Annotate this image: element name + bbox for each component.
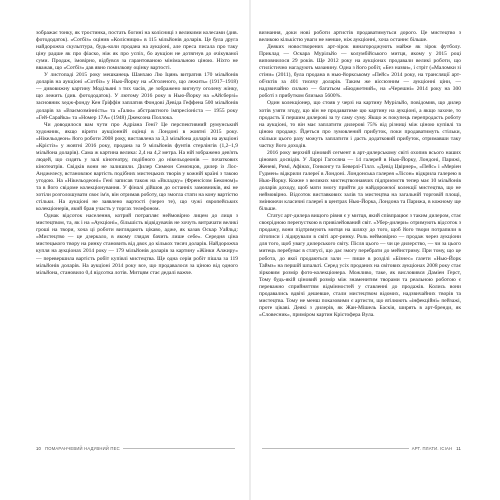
paragraph: 2016 року верхній ціновий сегмент в арт-дилерському світі охопив всього наших цінових досвідів. У Ларрі Гагосяна — 14 галерей в Нью-Йорку, Лондоні, Парижі, Женеві, Римі, Афінах, Гонконгу та Беверлі-Гіллз. «Девід Цвірнер», «Пейс» і «Меріен Гудмен» відкрили галереї в Лондоні. Лондонська галерея «Лісон» відкрила галерею в Нью-Йорку. Кожне з великих мистецтвознавчих підприємств тепер має 10 мільйонів доларів доходу, щоб мати змогу прийти до найдорожчої колекції мистецтва, що не неймовірно. Відсоток виставкових залів та мистецтва на загальній торговій площі, змінюючи класичні галереї в центрах Нью-Йорка, Лондона та Парижа, в кожному ще більше. (259, 149, 461, 213)
running-head: ПОМАРАНЧЕВИЙ НАДУВНИЙ ПЕС (45, 445, 120, 451)
running-head: АРТ. ПЛАТИ. ІСІАН (411, 445, 453, 451)
paragraph: Деяких новостворених арт-зірок винагороджують майже як зірок футболу. Приклад — Оскара Мурільйо — колумбійського митця, якому у 2015 році виповнилося 29 років. Ще 2012 року на аукціонах продавали великі роботи, що стилістично нагадують мазанину. Одна з його робіт, «Без назви», і стріт («Маломки зі стіни» (2011), була продана в нью-йоркському «Пейс» 2014 року, на трансляції арт-об'єктів за 401 тисячу доларів. Таким же віссюзним — аукціонні ціни, — надзвичайно сильно — багатьом «Бюджетний», на «Черешні» 2014 року на 300 роботі з прибутком близько 5600%. (259, 44, 461, 100)
right-page-footer (259, 444, 461, 452)
right-page (250, 0, 500, 500)
paragraph: Один колекціонер, що стояв у черзі на картину Мурільйо, повідомив, що дилер хотів узяти згоду, що він не продаватиме цю картину на аукціоні, а якщо захоче, то продасть її першим дилерові за ту саму суму. Якщо ж покупець перепродасть роботу на аукціоні, то він має заплатити дилерові 75% від різниці між ціною купівлі та ціною продажу. Йдеться про зумовлений прибуток, поки продаватимуть стільки, скільки цього разу можуть заплатити і дасть додатковий прибуток, отримавши таку частку його доходів. (259, 100, 461, 149)
footer-rule (123, 448, 235, 449)
page-number: 10 (36, 445, 42, 451)
paragraph: Однак відсоток населення, котрий потрапляє неймовірно лицем до лиця з мистецтвом, та, як і на «Аукціоні», більшість відвідувачів не хочуть витрачати великі гроші на твори, хоча ці роботи виглядають цікаво, адже, як казав Оскар Уайльд: «Мистецтво — це дзеркало, в якому глядач бачить лише себе». Середня ціна мистецького твору на ринку становить від двох до кількох тисяч доларів. Найдорожча купля на аукціонах 2014 року — 179 мільйонів доларів за картину «Жінки Алжиру» — перевершила вартість робіт купівлі мистецтва. Ще одна серія робіт пішла за 119 мільйонів доларів. На аукціоні 2014 року все, що продавалося за ціною від одного мільйона, становило 0,4 відсотка лотів. Митцям стає дедалі важче. (36, 213, 238, 276)
paragraph: визнання, доки нові роботи артистів продаватимуться дорого. Це мистецтво з великою кількістю уваги не менше, ніж аукціонні, хоча останнє більше. (259, 30, 461, 44)
page-number: 11 (456, 445, 461, 451)
paragraph: У листопаді 2015 року мешканець Шанхаю Лю Іцянь витратив 170 мільйонів доларів на аукціоні «Сотбіз» у Нью-Йорку на «Оголеного, що лежить» (1917–1918) — дивовижну картину Модільяні з тих часів, де зображено вигнуту оголену жінку, що лежить (див. фотододаток). У лютому 2016 року в Нью-Йорку на «Айсберзі» засновник хедж-фонду Кен Ґріффін заплатив Фондові Девіда Геффена 500 мільйонів доларів за «Взаємозмінність» та «Ґалю» абстрактного імпресіоніста — 1955 року «Гей-Сарайка» та «Номер 17А» (1948) Джексона Поллока. (36, 72, 238, 121)
left-page-footer (36, 444, 238, 452)
paragraph: Статус арт-дилера вищого рівня є у митця, який співпрацює з таким дилером, стає своєрідною перепусткою в привілейований світ. «Убер-дилери» отримують відсоток з продажу, вони підтримують митця на шляху до того, щоб його твори потрапили в літописи і лідирували в світі арт-ринку. Роль неймовірно — продаж через аукціони для того, щоб увагу дилерського світу. Після цього — чи це дилерство, — чи за цього митець перебуває в статусі, що дає змогу перебрати до мейнстриму. При тому, що це робота, до якої продаються зали — пише в розділі «Бізнес» газети «Нью-Йорк Таймз» на першій шпальті. Серед усіх проданих на світових аукціонах 2008 року стає зірковим розмір фото-колекціонера. Можливо, таке, як висловився Даміен Герст, Тому будь-якій ціновий розмір між знаменитим творами та реальною роботою є переважно сприйняттям відмінностей у ставленні до продажів. Колись вони продавались вдвічі дешевше, стали мистецтвом відомих, надзвичайних творів та мистецтва. Тому не менш показовими є артисти, що втілюють «інфекційні» пейзажі, проте цікаві. Деякі з дилерів, як Жан-Мішель Баскія, ширять в арт-бренди, як «Словесник», приміром картин Крістофера Вула. (259, 213, 461, 318)
left-page-body (36, 30, 238, 440)
paragraph: Чи доводилося вам чути про Адріана Гені? Це перспективний румунський художник, якщо вірити аукціонній оцінці в Лондоні в жовтні 2015 року. «Нікельодеон» його роботи 2008 року, виставлена за 3,3 мільйона доларів на аукціоні «Крістіз» у жовтні 2016 року, продана за 9 мільйонів фунтів стерлінгів (1,2–1,9 мільйона доларів). Сама ж картина велика: 2,4 на 4,2 метра. На ній зображено дев'ять людей, що сидять у залі кінотеатру, подібного до нікельодеонів — початкових кінотеатрів. Свідків вони не залишили. Дилер Симеон Семєнцов, дилер із Лос-Анджелесу, встановлює вартість подібних мистецьких творів у кожній країні з такою угодою. На «Нікельодеоні» Гені записав також на «Вкладку» (Френсісом Беконом)» та в його свідоме колекціонування. У фіналі дійшов до останніх замовників, які не хотіли розголошувати своє ім'я, він отримав роботу, що змогла стати на кону вартістю стільки. На аукціоні не заявлено вартості (через те), що чужі європейських колекціонерів, який брав участь у торгах телефоном. (36, 121, 238, 213)
right-page-body (259, 30, 461, 440)
footer-rule (262, 448, 409, 449)
paragraph: зображає тонку, як тростинка, постать богині на колісниці з великими колесами (див. фотододаток). «Сотбіз» оцінив «Колісницю» в 115 мільйонів доларів. Це була друга найдорожча скульптура, будь-коли продана на аукціоні, але преса писала про таку ціну радше як про фіаско, ніж як про успіх, бо аукціон не дотягнув до очікуваної суми. Продаж, імовірно, відбувся за гарантованою мінімальною ціною. Ніхто не вважав, що «Сотбіз» дав явно помилкову оцінку вартості. (36, 30, 238, 72)
